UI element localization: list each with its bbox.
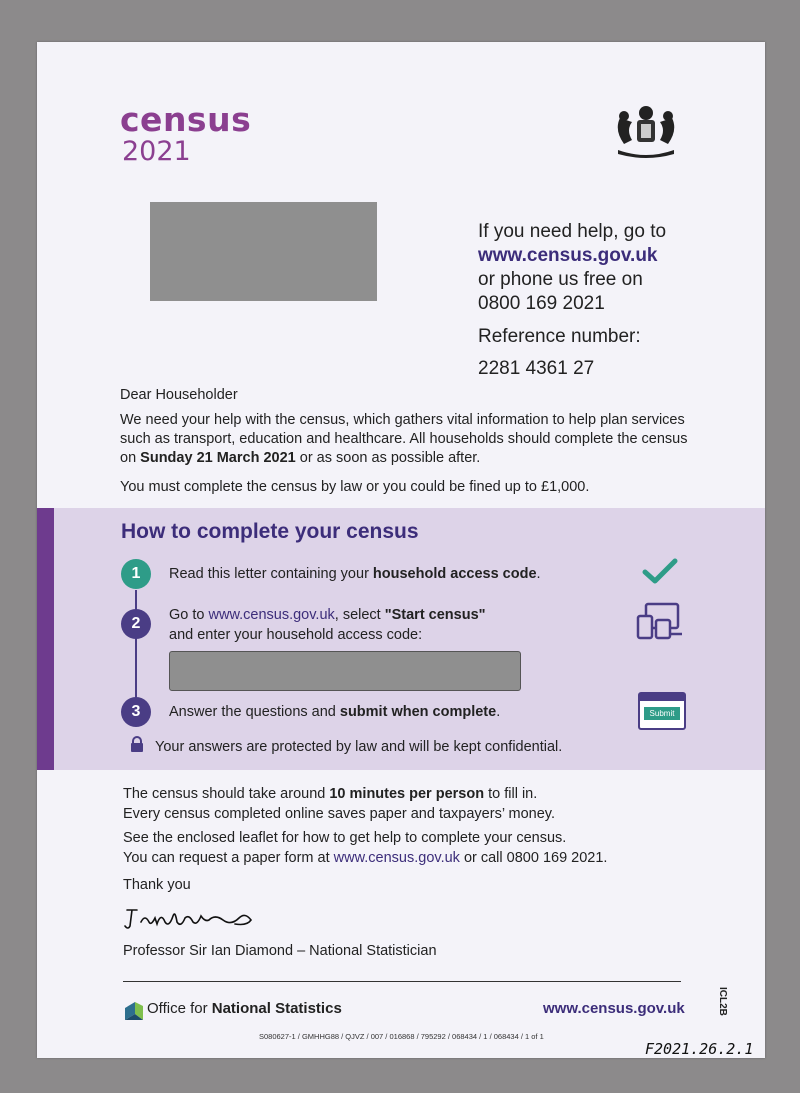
census-logo-year: 2021	[122, 136, 191, 167]
reference-label: Reference number:	[478, 326, 641, 347]
submit-icon-label: Submit	[644, 707, 680, 720]
help-url-link[interactable]: www.census.gov.uk	[478, 245, 658, 266]
print-reference-code: S080627-1 / GMHHG88 / QJVZ / 007 / 016868 / 795292 / 068434 / 1 / 068434 / 1 of 1	[259, 1032, 544, 1041]
census-date: Sunday 21 March 2021	[140, 450, 296, 466]
paper-form-text-b: or call 0800 169 2021.	[459, 850, 608, 866]
step-2-text-b: , select	[334, 607, 385, 623]
step-2-url-link[interactable]: www.census.gov.uk	[208, 607, 335, 623]
footer-rule	[123, 981, 681, 982]
paper-form-text-a: You can request a paper form at	[123, 850, 334, 866]
help-phone: 0800 169 2021	[478, 293, 605, 314]
saves-paper-text: Every census completed online saves paper and taxpayers’ money.	[123, 806, 556, 822]
time-text-bold: 10 minutes per person	[329, 786, 485, 802]
ons-logo-icon	[125, 1002, 143, 1020]
step-3-text	[169, 704, 500, 720]
submit-window-icon	[638, 692, 686, 730]
step-1-text	[169, 566, 541, 582]
devices-icon	[636, 602, 684, 640]
side-form-code: ICL2B	[717, 987, 728, 1016]
step-2-text-bold: "Start census"	[384, 607, 486, 623]
census-logo-word: census	[120, 100, 252, 139]
redacted-access-code	[169, 651, 521, 691]
step-3-number: 3	[121, 697, 151, 727]
legal-paragraph: You must complete the census by law or you could be fined up to £1,000.	[120, 479, 590, 495]
step-1-text-bold: household access code	[372, 566, 537, 582]
letter-page	[37, 42, 765, 1058]
time-text-b: to fill in.	[484, 786, 538, 802]
signer-name: Professor Sir Ian Diamond – National Statistician	[123, 943, 437, 959]
ons-logo-text	[147, 1000, 342, 1017]
help-box	[478, 220, 666, 316]
how-to-title: How to complete your census	[121, 520, 419, 543]
accession-number: F2021.26.2.1	[645, 1040, 754, 1058]
confidential-note: Your answers are protected by law and will be kept confidential.	[155, 739, 563, 755]
signature-image	[123, 902, 259, 932]
thank-you: Thank you	[123, 877, 191, 893]
royal-coat-of-arms-icon	[610, 100, 682, 162]
step-2-line-2: and enter your household access code:	[169, 627, 423, 643]
ons-text-b: National Statistics	[211, 1000, 342, 1017]
ons-text-a: Office for	[147, 1000, 212, 1017]
step-2-text	[169, 605, 486, 645]
panel-edge-stripe	[37, 508, 54, 770]
closing-block-2	[123, 828, 693, 868]
help-line-1: If you need help, go to	[478, 221, 667, 242]
steps-connector	[135, 590, 137, 710]
reference-number: 2281 4361 27	[478, 358, 595, 379]
help-line-3: or phone us free on	[478, 269, 643, 290]
step-1-text-b: .	[536, 566, 541, 582]
step-3-text-bold: submit when complete	[339, 704, 497, 720]
redacted-address-block	[150, 202, 377, 301]
intro-paragraph	[120, 411, 690, 468]
step-1-text-a: Read this letter containing your	[169, 566, 373, 582]
lock-icon	[130, 736, 144, 752]
step-3-text-b: .	[496, 704, 501, 720]
footer-url-link[interactable]: www.census.gov.uk	[543, 1000, 685, 1017]
closing-block-1	[123, 784, 693, 824]
check-icon	[641, 556, 679, 586]
time-text-a: The census should take around	[123, 786, 330, 802]
step-3-text-a: Answer the questions and	[169, 704, 340, 720]
intro-text-b: or as soon as possible after.	[295, 450, 481, 466]
step-2-number: 2	[121, 609, 151, 639]
leaflet-text: See the enclosed leaflet for how to get help to complete your census.	[123, 830, 567, 846]
intro-text-a: We need your help with the census, which gathers vital information to help plan services such as transport, education and healthcare. All households should complete the census on	[120, 412, 688, 466]
paper-form-url-link[interactable]: www.census.gov.uk	[333, 850, 460, 866]
step-1-number: 1	[121, 559, 151, 589]
step-2-text-a: Go to	[169, 607, 209, 623]
greeting: Dear Householder	[120, 387, 238, 403]
